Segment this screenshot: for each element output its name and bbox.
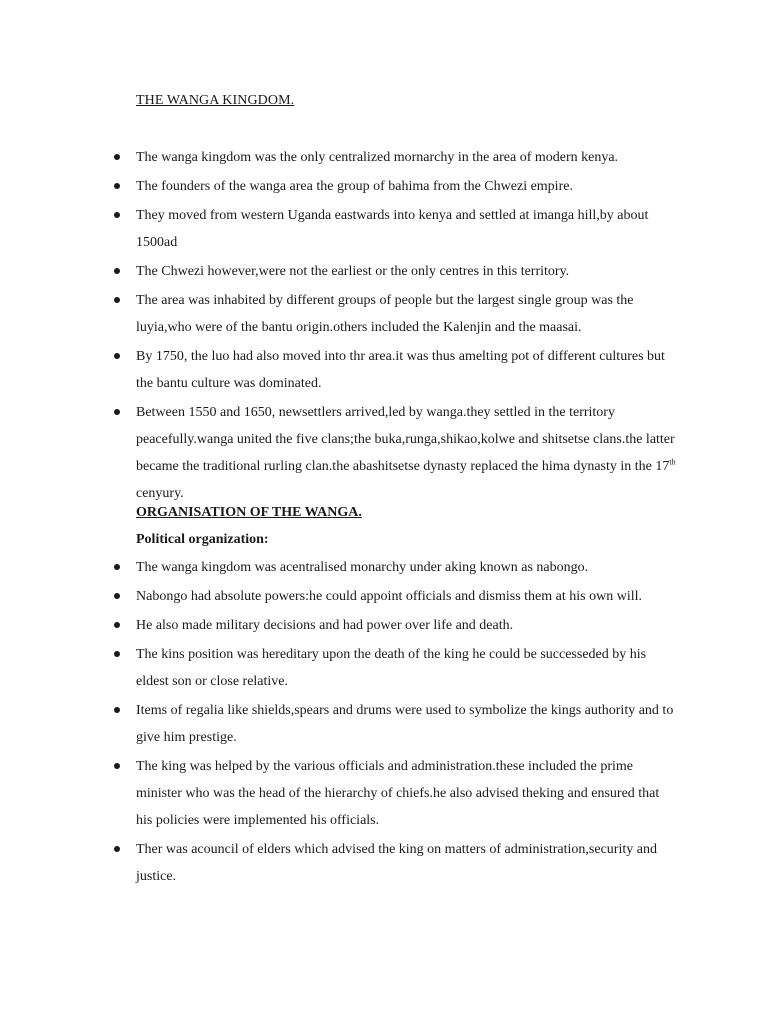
list-item-text: They moved from western Uganda eastwards into kenya and settled at imanga hill,by about 1500ad	[136, 208, 649, 250]
list-item-text: The Chwezi however,were not the earliest or the only centres in this territory.	[136, 264, 570, 279]
list-item	[0, 144, 676, 171]
list-item	[0, 343, 676, 397]
list-item-text: Nabongo had absolute powers:he could appoint officials and dismiss them at his own will.	[136, 589, 642, 604]
section-heading: ORGANISATION OF THE WANGA.	[136, 505, 362, 520]
bullet-icon	[114, 763, 120, 769]
list-item-text-part: Between 1550 and 1650, newsettlers arrived,led by wanga.they settled in the territory peacefully.wanga united the five clans;the buka,runga,shikao,kolwe and shitsetse clans.the latter became the traditional rurling clan.the abashitsetse dynasty replaced the hima dynasty in the 17	[136, 405, 675, 474]
intro-bullet-list	[0, 144, 768, 509]
list-item-text: Items of regalia like shields,spears and drums were used to symbolize the kings authority and to give him prestige.	[136, 703, 674, 745]
list-item	[0, 202, 676, 256]
bullet-icon	[114, 409, 120, 415]
bullet-icon	[114, 268, 120, 274]
bullet-icon	[114, 707, 120, 713]
document-title: THE WANGA KINGDOM.	[136, 93, 295, 108]
bullet-icon	[114, 651, 120, 657]
bullet-icon	[114, 353, 120, 359]
list-item-text: By 1750, the luo had also moved into thr area.it was thus amelting pot of different cultures but the bantu culture was dominated.	[136, 349, 665, 391]
list-item	[0, 258, 676, 285]
bullet-icon	[114, 622, 120, 628]
bullet-icon	[114, 212, 120, 218]
list-item	[0, 287, 676, 341]
list-item-text: Ther was acouncil of elders which advised the king on matters of administration,security and justice.	[136, 842, 657, 884]
bullet-icon	[114, 593, 120, 599]
bullet-icon	[114, 564, 120, 570]
list-item	[0, 554, 676, 581]
list-item-text-part: cenyury.	[136, 486, 184, 501]
list-item	[0, 399, 676, 507]
list-item	[0, 836, 676, 890]
list-item-text: The founders of the wanga area the group of bahima from the Chwezi empire.	[136, 179, 573, 194]
list-item	[0, 583, 676, 610]
list-item	[0, 641, 676, 695]
list-item	[0, 697, 676, 751]
bullet-icon	[114, 183, 120, 189]
list-item	[0, 753, 676, 834]
superscript-ordinal: th	[669, 457, 676, 467]
bullet-icon	[114, 297, 120, 303]
list-item-text: The area was inhabited by different groups of people but the largest single group was the luyia,who were of the bantu origin.others included the Kalenjin and the maasai.	[136, 293, 634, 335]
list-item-text: The wanga kingdom was the only centralized mornarchy in the area of modern kenya.	[136, 150, 619, 165]
list-item-text: He also made military decisions and had power over life and death.	[136, 618, 514, 633]
bullet-icon	[114, 154, 120, 160]
subsection-heading: Political organization:	[136, 532, 269, 547]
list-item-text: The kins position was hereditary upon the death of the king he could be successeded by his eldest son or close relative.	[136, 647, 647, 689]
list-item-text: The wanga kingdom was acentralised monarchy under aking known as nabongo.	[136, 560, 589, 575]
list-item	[0, 173, 676, 200]
political-bullet-list	[0, 554, 768, 892]
bullet-icon	[114, 846, 120, 852]
list-item-text: The king was helped by the various officials and administration.these included the prime minister who was the head of the hierarchy of chiefs.he also advised theking and ensured that his policies were implemented his officials.	[136, 759, 660, 828]
list-item	[0, 612, 676, 639]
